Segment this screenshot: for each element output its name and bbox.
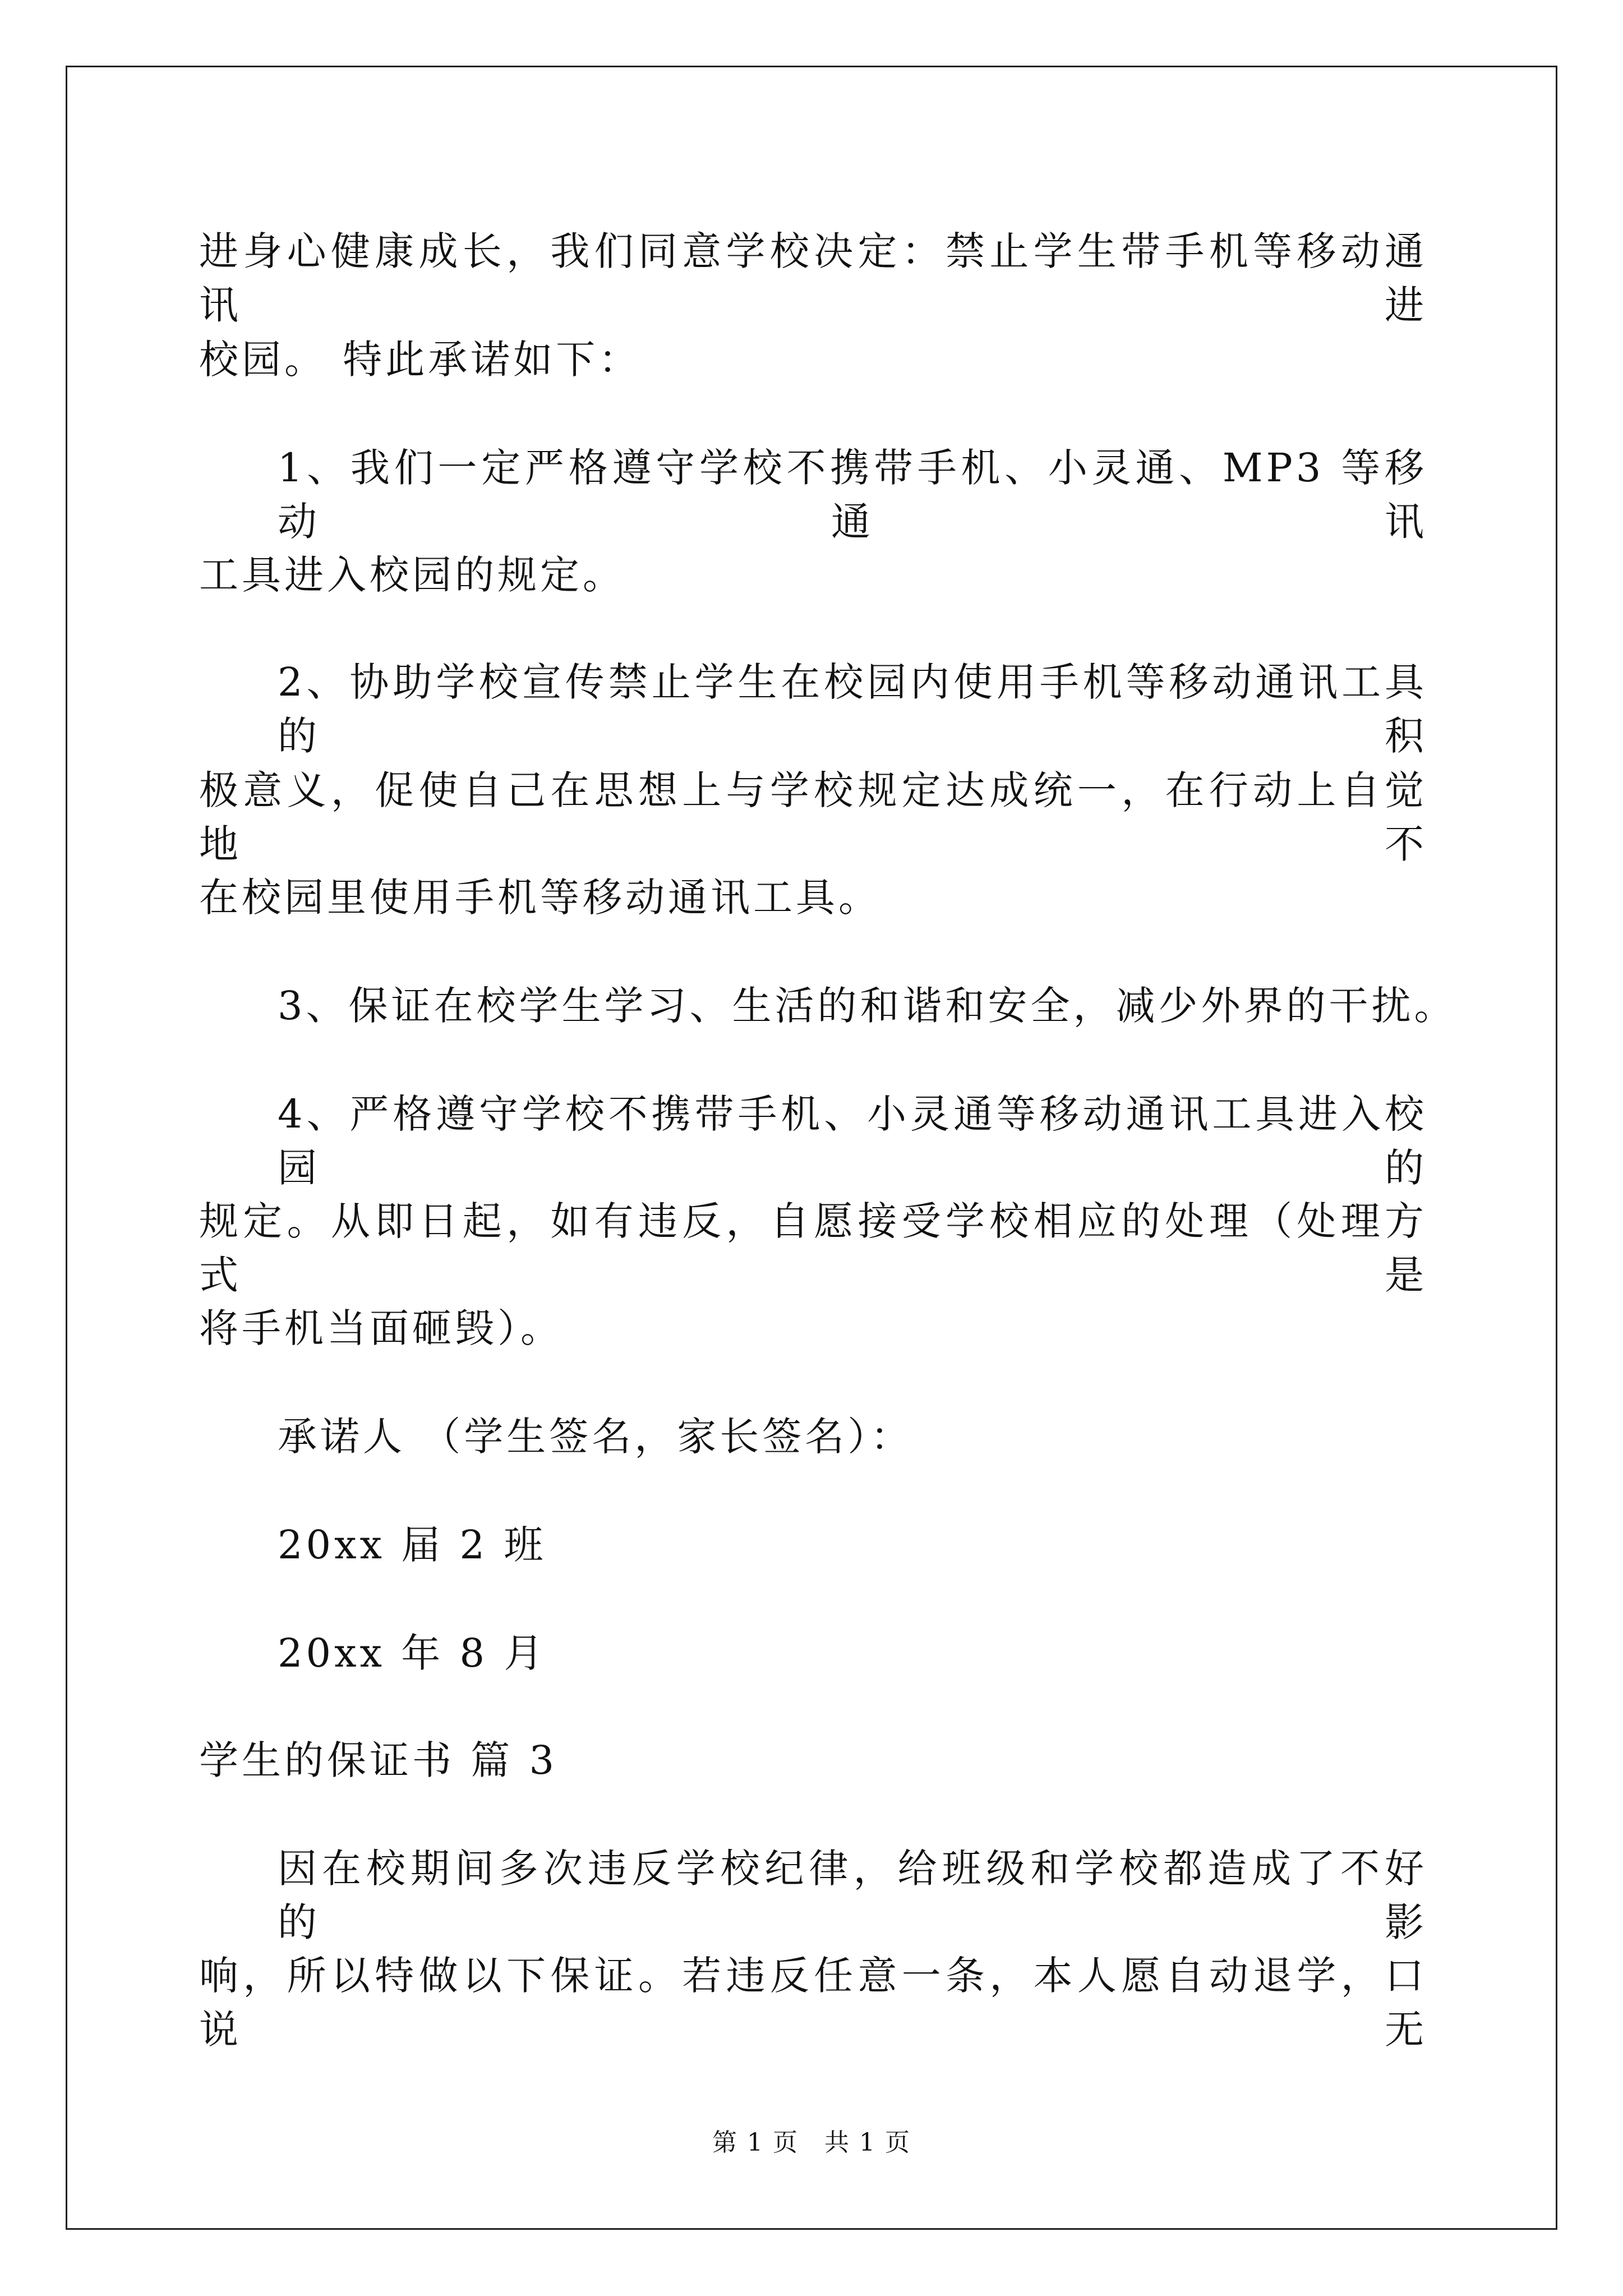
text-line-16: 因在校期间多次违反学校纪律，给班级和学校都造成了不好的影 [278, 1846, 1427, 1945]
text-line-5: 2、协助学校宣传禁止学生在校园内使用手机等移动通讯工具的积 [278, 659, 1427, 759]
text-line-3: 1、我们一定严格遵守学校不携带手机、小灵通、MP3 等移动通讯 [278, 445, 1427, 545]
page-footer: 第 1 页 共 1 页 [712, 2128, 911, 2157]
text-line-4: 工具进入校园的规定。 [199, 552, 625, 598]
text-line-9: 4、严格遵守学校不携带手机、小灵通等移动通讯工具进入校园的 [278, 1091, 1427, 1191]
text-line-2: 校园。 特此承诺如下： [199, 337, 642, 383]
text-line-14: 20xx 年 8 月 [278, 1630, 547, 1676]
text-line-12: 承诺人 （学生签名，家长签名）： [278, 1414, 914, 1460]
text-line-8: 3、保证在校学生学习、生活的和谐和安全，减少外界的干扰。 [278, 983, 1457, 1029]
text-line-11: 将手机当面砸毁）。 [199, 1305, 563, 1351]
text-line-1: 进身心健康成长，我们同意学校决定：禁止学生带手机等移动通讯进 [199, 228, 1427, 328]
text-line-13: 20xx 届 2 班 [278, 1522, 547, 1568]
text-line-6: 极意义，促使自己在思想上与学校规定达成统一，在行动上自觉地不 [199, 767, 1427, 867]
text-line-10: 规定。从即日起，如有违反，自愿接受学校相应的处理（处理方式是 [199, 1198, 1427, 1298]
section-heading: 学生的保证书 篇 3 [199, 1737, 558, 1783]
text-line-7: 在校园里使用手机等移动通讯工具。 [199, 875, 881, 921]
text-line-17: 响，所以特做以下保证。若违反任意一条，本人愿自动退学，口说无 [199, 1953, 1427, 2053]
